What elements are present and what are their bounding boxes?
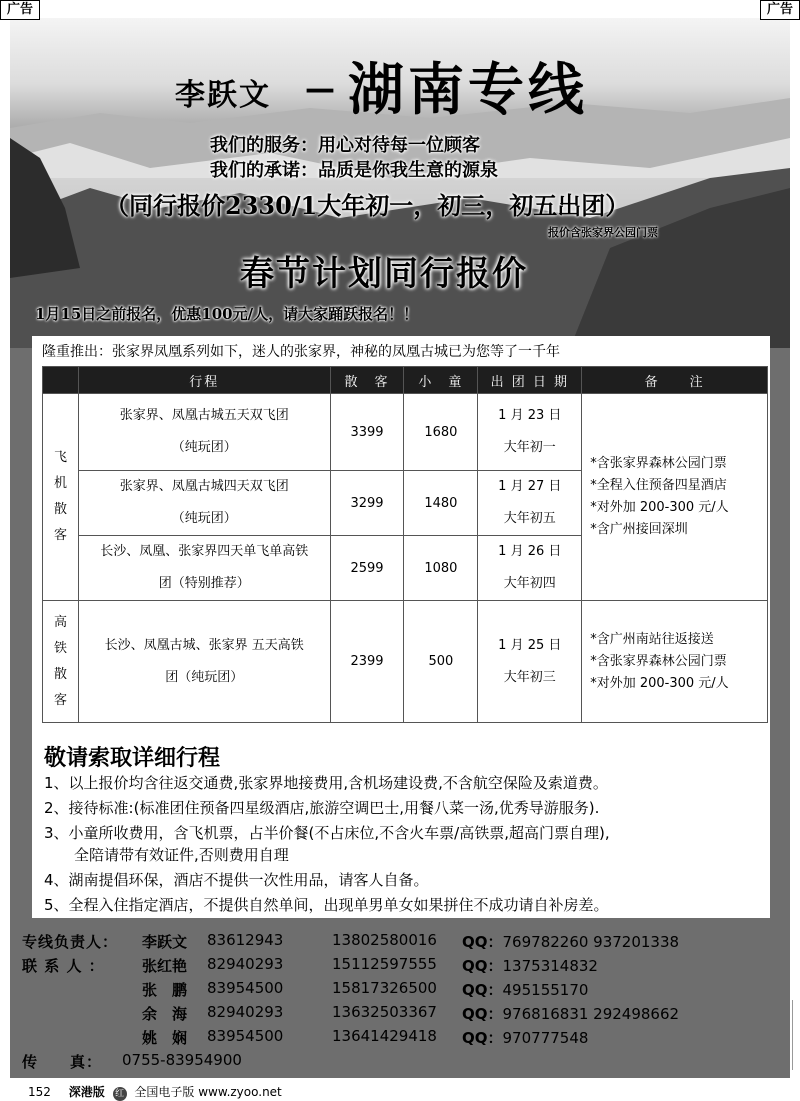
manager-label: 专线负责人： [22, 933, 119, 951]
spring-title: 春节计划同行报价 [240, 254, 528, 294]
table-header [43, 367, 768, 394]
route-cell: 长沙、凤凰古城、张家界 五天高铁 团（纯玩团） [78, 601, 330, 723]
child-price: 500 [404, 601, 478, 723]
header-empty [43, 367, 79, 394]
office-phone: 83954500 [207, 979, 284, 997]
route-cell: 张家界、凤凰古城五天双飞团 （纯玩团） [78, 394, 330, 471]
date-cell: 1 月 23 日 大年初一 [478, 394, 582, 471]
adult-price: 2399 [330, 601, 404, 723]
service-line: 我们的服务：用心对待每一位顾客 [210, 135, 480, 156]
detail-item: 3、小童所收费用，含飞机票，占半价餐(不占床位,不含火车票/高铁票,超高门票自理), [44, 824, 610, 842]
contact-name: 姚 娴 [142, 1029, 188, 1047]
page-footer [28, 1083, 282, 1101]
fax-label: 传 真： [22, 1053, 103, 1071]
contact-block [22, 905, 762, 1071]
detail-item: 4、湖南提倡环保，酒店不提供一次性用品，请客人自备。 [44, 871, 429, 889]
header-child: 小 童 [404, 367, 478, 394]
qq-number: QQ：976816831 292498662 [462, 1005, 680, 1023]
header-adult: 散 客 [330, 367, 404, 394]
title-dash: — [305, 72, 335, 107]
route-table [42, 366, 768, 723]
adult-price: 3299 [330, 471, 404, 536]
contact-label: 联 系 人 ： [22, 957, 105, 975]
side-strip [792, 1000, 799, 1070]
details-title: 敬请索取详细行程 [44, 746, 221, 771]
qq-number: QQ：495155170 [462, 981, 589, 999]
early-booking-promo: 1月15日之前报名，优惠100元/人，请大家踊跃报名！！ [35, 305, 419, 323]
table-row [43, 601, 768, 723]
qq-number: QQ：769782260 937201338 [462, 933, 680, 951]
ad-label-right: 广告 [760, 0, 800, 20]
date-cell: 1 月 26 日 大年初四 [478, 536, 582, 601]
group-fly: 飞机散客 [43, 394, 79, 601]
adult-price: 2599 [330, 536, 404, 601]
main-content [32, 336, 770, 918]
mobile-phone: 13802580016 [332, 931, 437, 949]
detail-item: 全陪请带有效证件,否则费用自理 [44, 846, 289, 864]
route-cell: 长沙、凤凰、张家界四天单飞单高铁 团（特别推荐） [78, 536, 330, 601]
mobile-phone: 15112597555 [332, 955, 437, 973]
edition-label: 深港版 [68, 1085, 105, 1099]
office-phone: 83612943 [207, 931, 284, 949]
site-link[interactable]: 全国电子版 www.zyoo.net [134, 1085, 282, 1099]
peer-price: （同行报价2330/1大年初一，初三，初五出团） [105, 191, 630, 220]
child-price: 1480 [404, 471, 478, 536]
mobile-phone: 13632503367 [332, 1003, 437, 1021]
hero-banner [10, 18, 790, 348]
ad-label-left: 广告 [0, 0, 40, 20]
notes-fly: *含张家界森林公园门票 *全程入住预备四星酒店 *对外加 200-300 元/人 *含广州接回深圳 [582, 394, 768, 601]
office-phone: 82940293 [207, 1003, 284, 1021]
contact-name: 张红艳 [142, 957, 188, 975]
child-price: 1680 [404, 394, 478, 471]
adult-price: 3399 [330, 394, 404, 471]
qq-number: QQ：1375314832 [462, 957, 598, 975]
detail-item: 5、全程入住指定酒店，不提供自然单间，出现单男单女如果拼住不成功请自补房差。 [44, 896, 609, 914]
launch-line: 隆重推出：张家界凤凰系列如下，迷人的张家界，神秘的凤凰古城已为您等了一千年 [42, 344, 560, 360]
edition-logo-icon: 红 [113, 1087, 127, 1101]
page-number: 152 [28, 1085, 51, 1099]
fax-number: 0755-83954900 [122, 1051, 242, 1069]
detail-item: 1、以上报价均含往返交通费,张家界地接费用,含机场建设费,不含航空保险及索道费。 [44, 774, 608, 792]
header-notes: 备 注 [582, 367, 768, 394]
detail-item: 2、接待标准:(标准团住预备四星级酒店,旅游空调巴士,用餐八菜一汤,优秀导游服务). [44, 799, 600, 817]
date-cell: 1 月 25 日 大年初三 [478, 601, 582, 723]
contact-name: 张 鹏 [142, 981, 188, 999]
qq-number: QQ：970777548 [462, 1029, 589, 1047]
office-phone: 83954500 [207, 1027, 284, 1045]
table-row [43, 394, 768, 471]
child-price: 1080 [404, 536, 478, 601]
header-date: 出 团 日 期 [478, 367, 582, 394]
mobile-phone: 13641429418 [332, 1027, 437, 1045]
office-phone: 82940293 [207, 955, 284, 973]
notes-rail: *含广州南站往返接送 *含张家界森林公园门票 *对外加 200-300 元/人 [582, 601, 768, 723]
includes-note: 报价含张家界公园门票 [548, 226, 658, 239]
page-title: 湖南专线 [348, 58, 588, 123]
contact-name: 余 海 [142, 1005, 188, 1023]
promise-line: 我们的承诺：品质是你我生意的源泉 [210, 160, 498, 181]
header-route: 行程 [78, 367, 330, 394]
date-cell: 1 月 27 日 大年初五 [478, 471, 582, 536]
mobile-phone: 15817326500 [332, 979, 437, 997]
route-cell: 张家界、凤凰古城四天双飞团 （纯玩团） [78, 471, 330, 536]
person-name: 李跃文 [175, 78, 271, 113]
group-rail: 高铁散客 [43, 601, 79, 723]
contact-name: 李跃文 [142, 933, 188, 951]
